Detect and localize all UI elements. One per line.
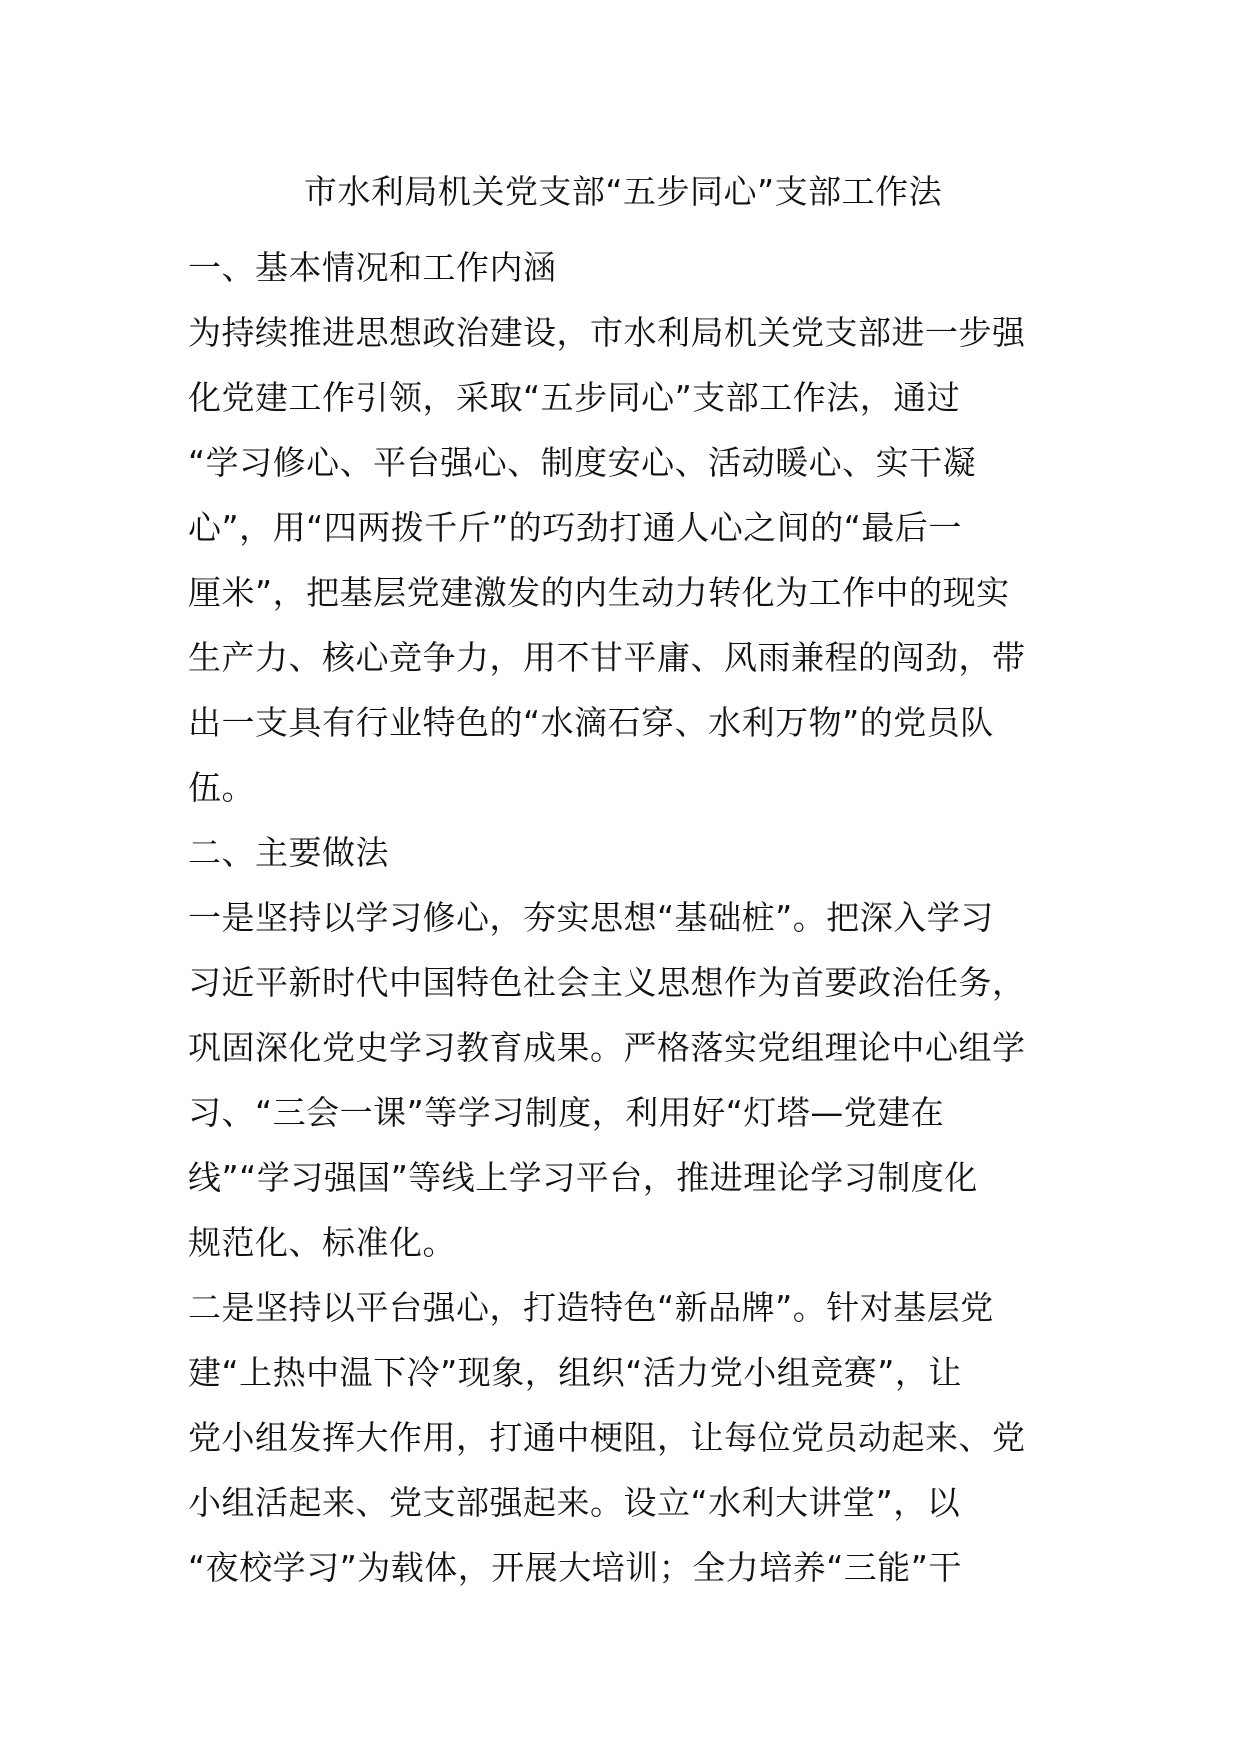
- text-line: 巩固深化党史学习教育成果。严格落实党组理论中心组学: [188, 1028, 1026, 1067]
- document-title: 市水利局机关党支部“五步同心”支部工作法: [303, 172, 943, 211]
- text-line: 建“上热中温下冷”现象，组织“活力党小组竞赛”，让: [188, 1353, 962, 1392]
- paragraph-platform: [188, 1275, 1058, 1600]
- text-line: 厘米”，把基层党建激发的内生动力转化为工作中的现实: [188, 573, 1010, 612]
- text-line: 伍。: [188, 768, 255, 807]
- text-line: 出一支具有行业特色的“水滴石穿、水利万物”的党员队: [188, 703, 994, 742]
- text-line: 一是坚持以学习修心，夯实思想“基础桩”。把深入学习: [188, 898, 994, 937]
- text-line: 二、主要做法: [188, 833, 389, 872]
- text-line: 习近平新时代中国特色社会主义思想作为首要政治任务，: [188, 963, 1026, 1002]
- text-line: 线”“学习强国”等线上学习平台，推进理论学习制度化: [188, 1158, 978, 1197]
- text-line: 化党建工作引领，采取“五步同心”支部工作法，通过: [188, 378, 961, 417]
- text-line: 规范化、标准化。: [188, 1223, 456, 1262]
- text-line: 小组活起来、党支部强起来。设立“水利大讲堂”，以: [188, 1483, 961, 1522]
- text-line: 二是坚持以平台强心，打造特色“新品牌”。针对基层党: [188, 1288, 994, 1327]
- text-line: 为持续推进思想政治建设，市水利局机关党支部进一步强: [188, 313, 1026, 352]
- text-line: 生产力、核心竞争力，用不甘平庸、风雨兼程的闯劲，带: [188, 638, 1026, 677]
- text-line: “夜校学习”为载体，开展大培训；全力培养“三能”干: [188, 1548, 962, 1587]
- section-heading-main-practices: [188, 820, 1058, 885]
- section-heading-basic-situation: [188, 235, 1058, 300]
- text-line: “学习修心、平台强心、制度安心、活动暖心、实干凝: [188, 443, 977, 482]
- text-line: 心”，用“四两拨千斤”的巧劲打通人心之间的“最后一: [188, 508, 962, 547]
- text-line: 党小组发挥大作用，打通中梗阻，让每位党员动起来、党: [188, 1418, 1026, 1457]
- document-body: [188, 170, 1058, 1600]
- paragraph-study: [188, 885, 1058, 1275]
- paragraph-introduction: [188, 300, 1058, 820]
- text-line: 一、基本情况和工作内涵: [188, 248, 557, 287]
- text-line: 习、“三会一课”等学习制度，利用好“灯塔—党建在: [188, 1093, 945, 1132]
